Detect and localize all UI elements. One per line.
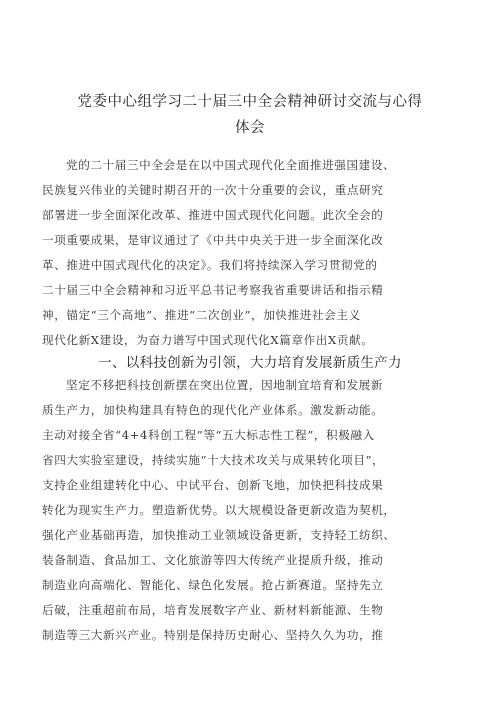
text-line: 部署进一步全面深化改革、推进中国式现代化问题。此次全会的	[42, 208, 384, 222]
text-line: 强化产业基础再造，加快推动工业领域设备更新，支持轻工纺织、	[42, 528, 396, 542]
text-line: 坚定不移把科技创新摆在突出位置，因地制宜培育和发展新	[66, 378, 384, 392]
text-line: 质生产力，加快构建具有特色的现代化产业体系。激发新动能。	[42, 403, 384, 417]
text-line: 制造业向高端化、智能化、绿色化发展。抢占新赛道。坚持先立	[42, 578, 384, 592]
section-1-paragraph	[42, 373, 460, 648]
document-title-line-1: 党委中心组学习二十届三中全会精神研讨交流与心得	[77, 94, 423, 110]
text-line: 现代化新X建设，为奋力谱写中国式现代化X篇章作出X贡献。	[42, 333, 374, 347]
text-line: 支持企业组建转化中心、中试平台、创新飞地，加快把科技成果	[42, 478, 384, 492]
section-heading: 一、以科技创新为引领，大力培育发展新质生产力	[98, 355, 402, 371]
document-title-line-2: 体会	[235, 120, 265, 136]
text-line: 主动对接全省“4+4科创工程”等“五大标志性工程”，积极融入	[42, 428, 375, 442]
text-line: 民族复兴伟业的关键时期召开的一次十分重要的会议，重点研究	[42, 183, 384, 197]
text-line: 省四大实验室建设，持续实施“十大技术攻关与成果转化项目”，	[42, 453, 385, 467]
text-line: 革、推进中国式现代化的决定》。我们将持续深入学习贯彻党的	[42, 258, 378, 272]
text-line: 转化为现实生产力。塑造新优势。以大规模设备更新改造为契机，	[42, 503, 396, 517]
text-line: 一项重要成果，是审议通过了《中共中央关于进一步全面深化改	[42, 233, 384, 247]
text-line: 制造等三大新兴产业。特别是保持历史耐心、坚持久久为功，推	[42, 628, 384, 642]
text-line: 装备制造、食品加工、文化旅游等四大传统产业提质升级，推动	[42, 553, 384, 567]
text-line: 二十届三中全会精神和习近平总书记考察我省重要讲话和指示精	[42, 283, 384, 297]
intro-paragraph	[42, 153, 460, 353]
text-line: 神，锚定“三个高地”、推进“二次创业”，加快推进社会主义	[42, 308, 361, 322]
text-line: 党的二十届三中全会是在以中国式现代化全面推进强国建设、	[66, 158, 396, 172]
text-line: 后破，注重超前布局，培育发展数字产业、新材料新能源、生物	[42, 603, 384, 617]
